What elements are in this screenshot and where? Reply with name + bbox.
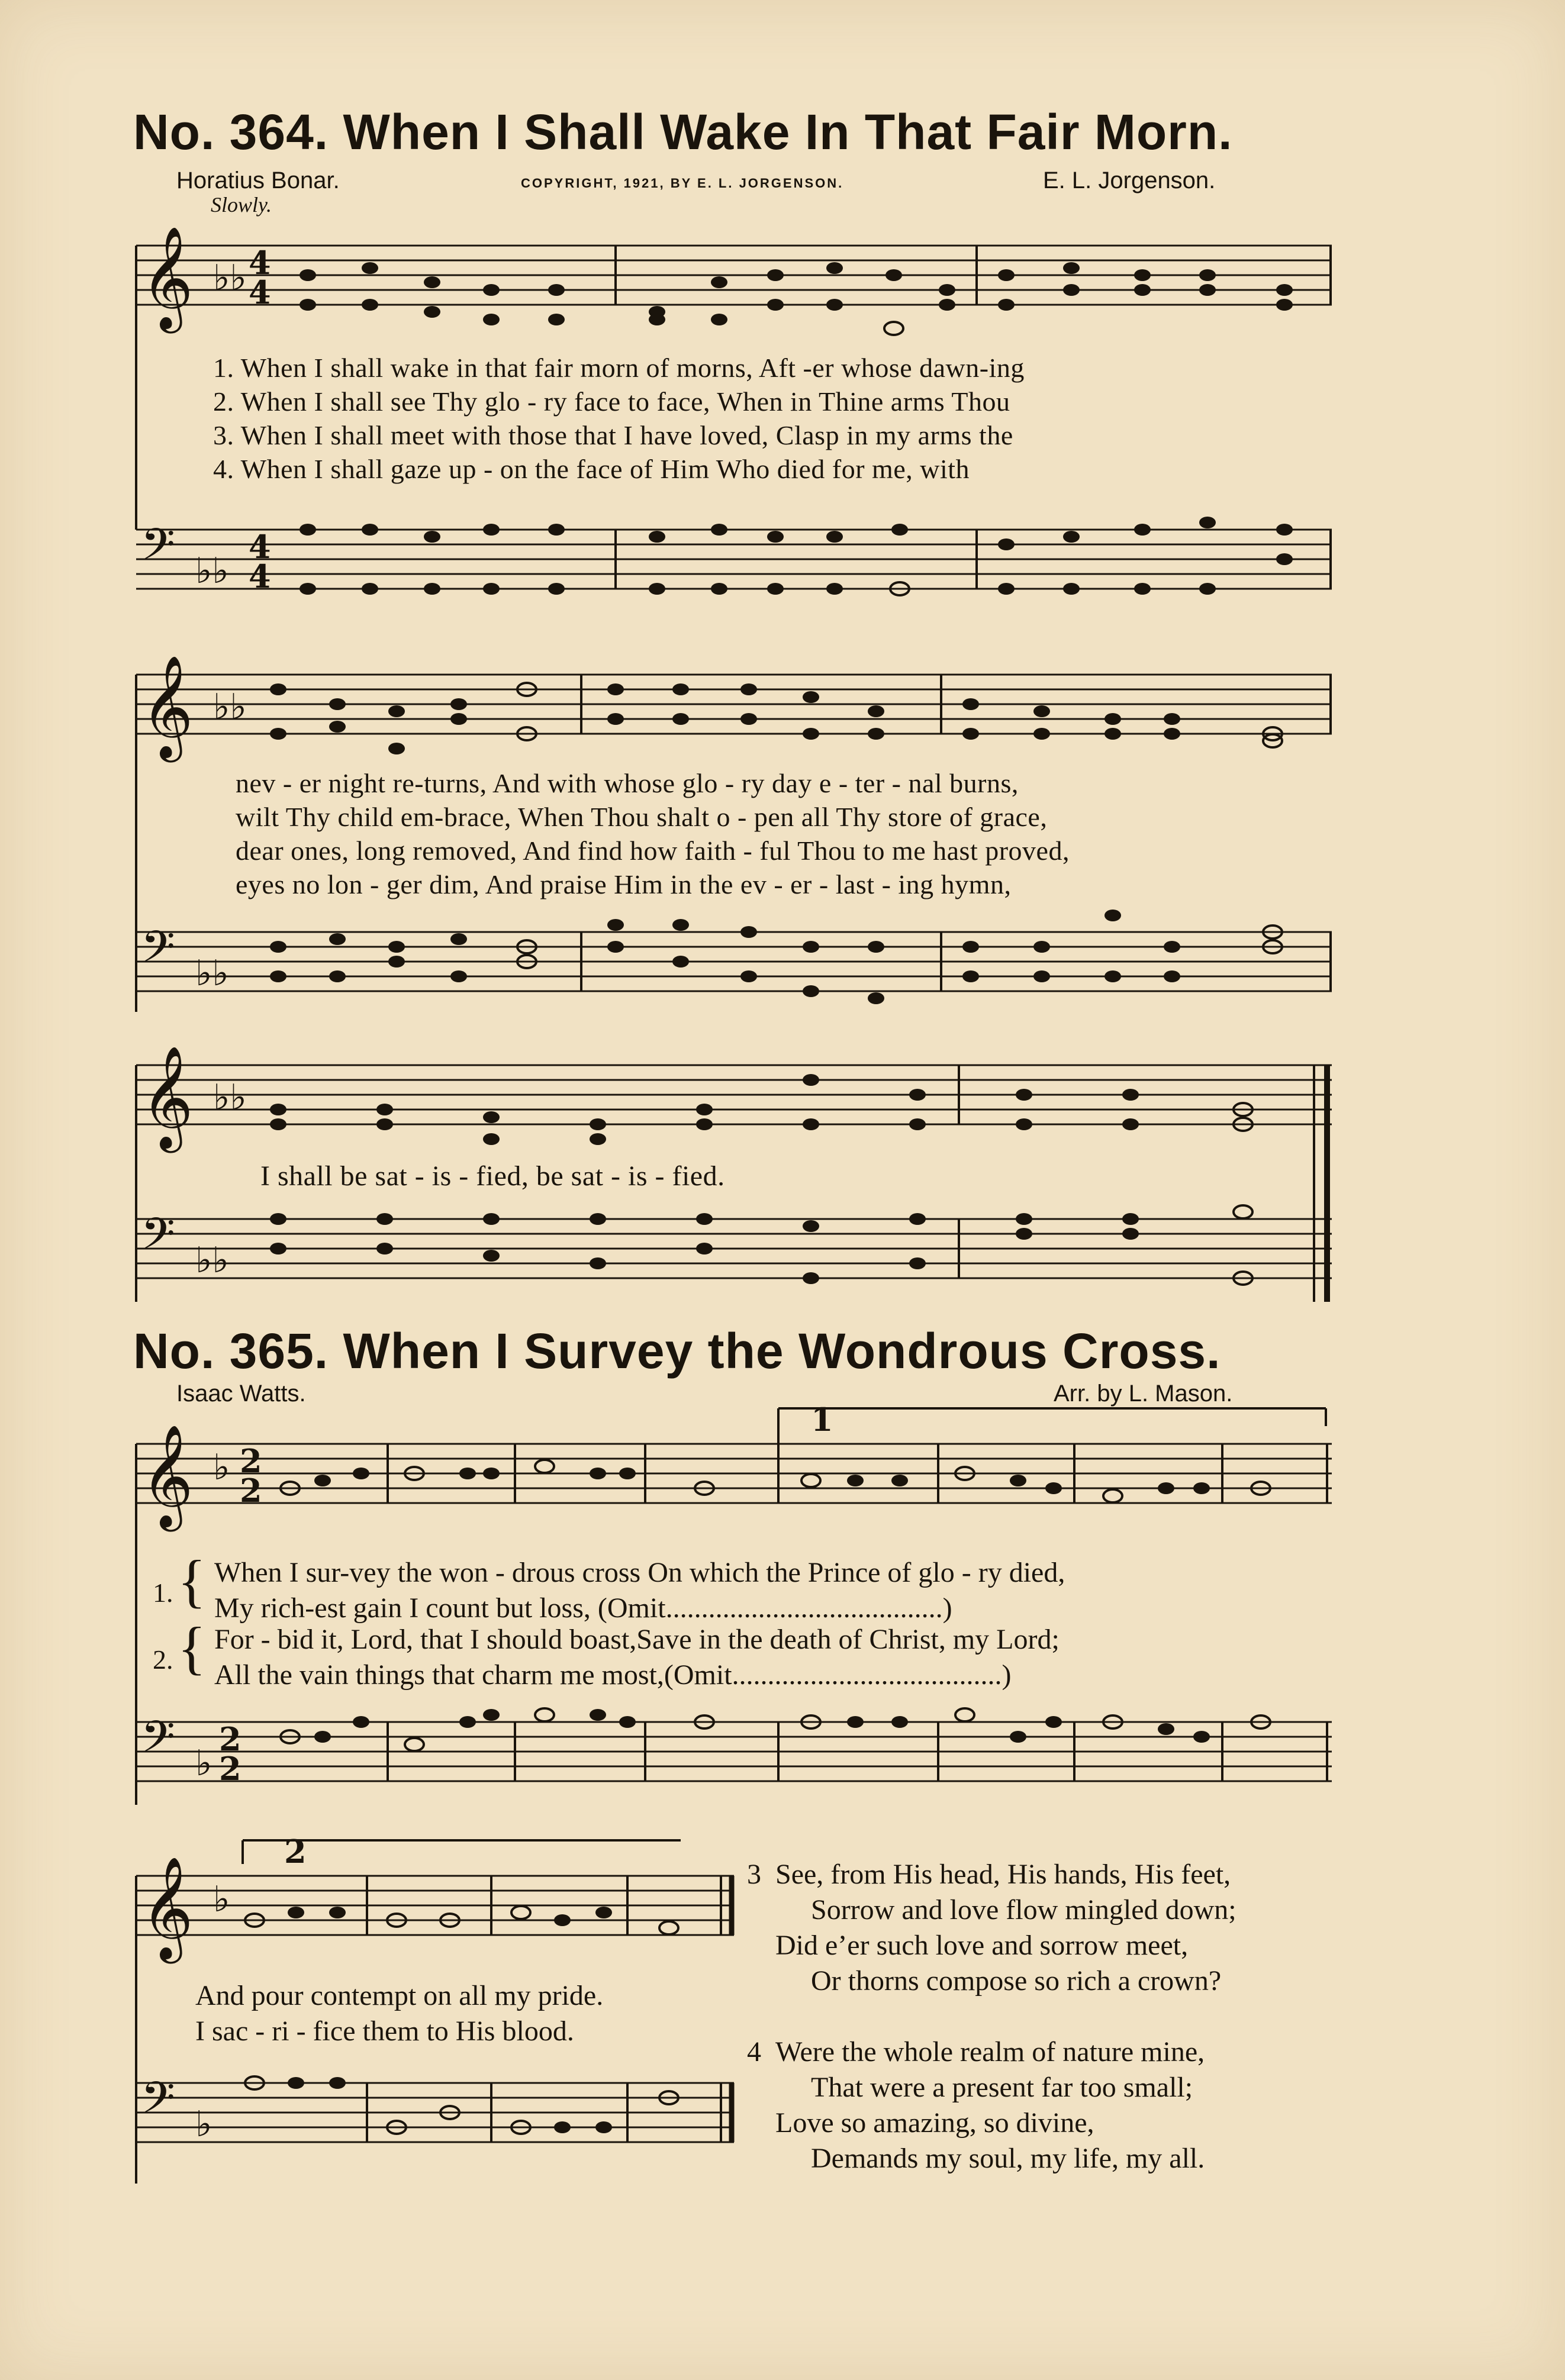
hymn-364-copyright: COPYRIGHT, 1921, BY E. L. JORGENSON. [521,176,844,191]
svg-text:♭♭: ♭♭ [195,550,229,592]
hymn-364-refrain: I shall be sat - is - fied, be sat - is - fied. [260,1160,725,1192]
svg-text:♭♭: ♭♭ [213,1077,247,1118]
hymn-364-verse-4-line-2: eyes no lon - ger dim, And praise Him in the ev - er - last - ing hymn, [236,869,1012,899]
stanza-3-line-2: Sorrow and love flow mingled down; [811,1894,1236,1926]
hymn-364-tempo: Slowly. [211,193,272,217]
hymn-365-system-1-bass [136,1710,1332,1817]
stanza-2-brace: { [178,1615,206,1681]
hymn-364-verse-3-line-1: 3. When I shall meet with those that I have loved, Clasp in my arms the [213,420,1013,450]
svg-text:𝄞: 𝄞 [141,1046,194,1149]
hymn-365-stanza-2-number: 2. [153,1644,173,1675]
hymn-365-system-2-bass [136,2071,740,2178]
hymn-364-verse-2-line-2: wilt Thy child em-brace, When Thou shalt o - pen all Thy store of grace, [236,802,1048,832]
hymn-364-verse-1-line-2: nev - er night re-turns, And with whose glo - ry day e - ter - nal burns, [236,768,1019,798]
stanza-4-line-1: Were the whole realm of nature mine, [775,2036,1205,2068]
svg-text:4: 4 [249,528,271,566]
stanza-4-line-4: Demands my soul, my life, my all. [811,2143,1205,2174]
hymn-365-stanza-1-ending: And pour contempt on all my pride. [195,1980,604,2011]
svg-text:2: 2 [240,1442,262,1480]
hymn-365-stanza-1-line-1: When I sur-vey the won - drous cross On which the Prince of glo - ry died, [214,1557,1065,1588]
svg-text:𝄢: 𝄢 [141,2072,175,2134]
hymn-365-stanza-2-ending: I sac - ri - fice them to His blood. [195,2015,574,2047]
stanza-3-number: 3 [747,1859,761,1890]
hymn-364-system-2-bass [136,920,1332,1021]
svg-text:𝄞: 𝄞 [141,1856,194,1959]
hymn-365-arranger: Arr. by L. Mason. [1054,1381,1233,1407]
svg-text:♭: ♭ [195,2104,212,2145]
hymn-365-title: No. 365. When I Survey the Wondrous Cross. [133,1323,1221,1379]
hymn-365-stanza-2-line-2: All the vain things that charm me most,(Omit......................................) [214,1659,1012,1691]
first-ending-label: 1 [811,1401,833,1439]
svg-text:𝄞: 𝄞 [141,1424,194,1527]
hymn-365-stanza-1-number: 1. [153,1578,173,1608]
hymn-364-verse-2-line-1: 2. When I shall see Thy glo - ry face to face, When in Thine arms Thou [213,386,1010,417]
stanza-3-line-1: See, from His head, His hands, His feet, [775,1859,1231,1890]
hymn-364-verse-1-line-1: 1. When I shall wake in that fair morn of morns, Aft -er whose dawn-ing [213,353,1025,383]
svg-text:2: 2 [219,1750,241,1788]
svg-text:♭♭: ♭♭ [195,1240,229,1281]
hymn-364-verse-4-line-1: 4. When I shall gaze up - on the face of Him Who died for me, with [213,454,970,484]
svg-text:𝄢: 𝄢 [141,519,175,581]
hymn-364-system-2-treble [136,655,1332,763]
hymn-364-system-3-treble [136,1046,1332,1154]
svg-text:𝄢: 𝄢 [141,1711,175,1773]
hymn-364-system-3-bass [136,1207,1332,1308]
hymn-364-title: No. 364. When I Shall Wake In That Fair Morn. [133,104,1233,160]
svg-text:𝄞: 𝄞 [141,226,194,329]
stanza-3-line-4: Or thorns compose so rich a crown? [811,1965,1222,1997]
hymn-364-system-1-bass [136,518,1332,636]
stanza-4-line-3: Love so amazing, so divine, [775,2107,1094,2139]
stanza-1-brace: { [178,1548,206,1614]
svg-text:2: 2 [219,1720,241,1758]
stanza-4-number: 4 [747,2036,761,2068]
stanza-4-line-2: That were a present far too small; [811,2072,1193,2103]
hymn-364-author: Horatius Bonar. [176,167,340,194]
svg-text:𝄢: 𝄢 [141,1208,175,1270]
svg-text:4: 4 [249,557,271,595]
hymn-364-composer: E. L. Jorgenson. [1043,167,1216,194]
svg-text:♭: ♭ [213,1879,230,1920]
svg-text:♭♭: ♭♭ [195,953,229,994]
hymn-365-system-1-treble [136,1401,1332,1527]
svg-text:♭♭: ♭♭ [213,686,247,728]
svg-text:♭: ♭ [213,1447,230,1488]
hymn-365-stanza-1-line-2: My rich-est gain I count but loss, (Omit.......................................) [214,1592,952,1624]
hymn-365-stanza-2-line-1: For - bid it, Lord, that I should boast,Save in the death of Christ, my Lord; [214,1624,1060,1655]
svg-text:♭♭: ♭♭ [213,257,247,299]
svg-text:4: 4 [249,273,271,311]
svg-text:𝄢: 𝄢 [141,921,175,983]
svg-text:2: 2 [240,1472,262,1510]
second-ending-label: 2 [284,1833,307,1871]
hymn-364-system-1-treble [136,226,1332,334]
hymn-365-system-2-treble [136,1833,740,1959]
hymn-364-verse-3-line-2: dear ones, long removed, And find how faith - ful Thou to me hast proved, [236,836,1070,866]
svg-text:𝄞: 𝄞 [141,655,194,758]
svg-text:4: 4 [249,244,271,282]
svg-text:♭: ♭ [195,1743,212,1784]
stanza-3-line-3: Did e’er such love and sorrow meet, [775,1930,1189,1961]
hymn-365-author: Isaac Watts. [176,1381,306,1407]
